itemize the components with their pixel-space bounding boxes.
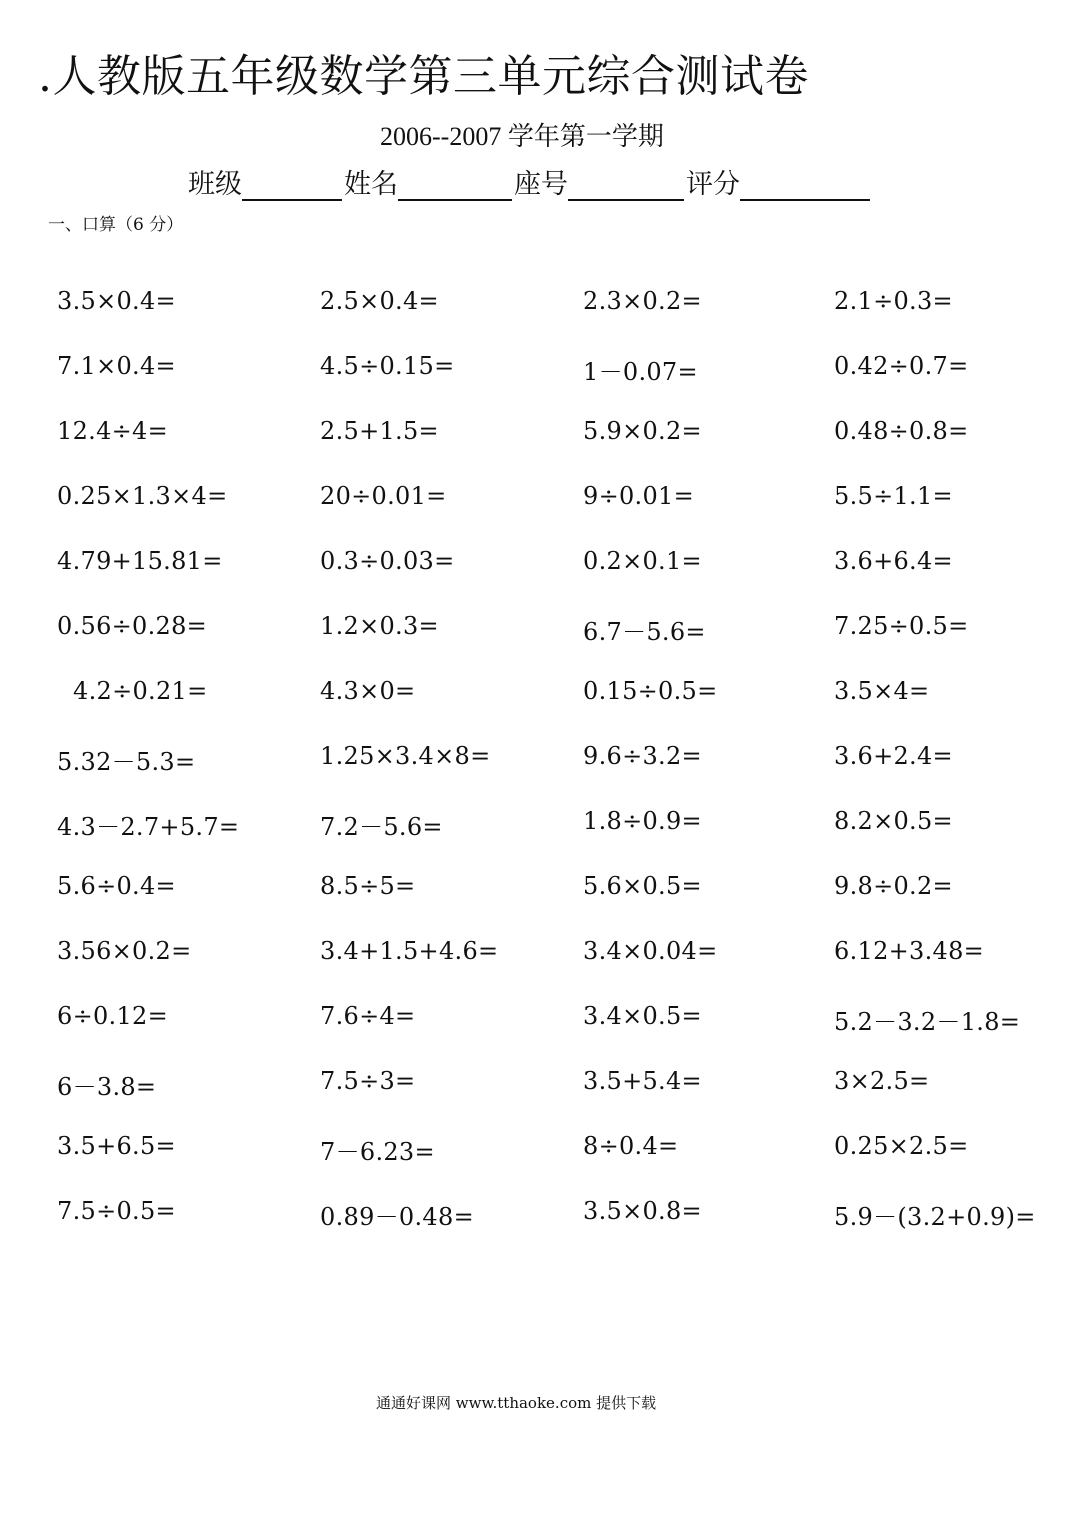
problem-item: 6－3.8= [57, 1073, 157, 1101]
problem-item: 6.7－5.6= [583, 618, 706, 646]
problem-item: 3.5×4= [834, 677, 930, 705]
problem-item: 4.2÷0.21= [73, 677, 208, 705]
name-blank [398, 169, 512, 201]
seat-label: 座号 [514, 169, 568, 200]
problem-item: 9.8÷0.2= [834, 872, 953, 900]
score-label: 评分 [686, 169, 740, 200]
problem-item: 2.3×0.2= [583, 287, 702, 315]
problem-item: 5.2－3.2－1.8= [834, 1008, 1021, 1036]
problem-item: 5.6×0.5= [583, 872, 702, 900]
problem-row [0, 872, 1075, 912]
problem-item: 0.42÷0.7= [834, 352, 969, 380]
problem-item: 7.1×0.4= [57, 352, 176, 380]
name-label: 姓名 [344, 169, 398, 200]
problem-item: 4.3－2.7+5.7= [57, 813, 240, 841]
problem-item: 1.8÷0.9= [583, 807, 702, 835]
problem-item: 2.5+1.5= [320, 417, 439, 445]
problem-item: 2.5×0.4= [320, 287, 439, 315]
problem-row [0, 1132, 1075, 1172]
problem-item: 3.4+1.5+4.6= [320, 937, 499, 965]
problem-item: 0.25×2.5= [834, 1132, 969, 1160]
problem-item: 7－6.23= [320, 1138, 435, 1166]
problem-item: 0.89－0.48= [320, 1203, 474, 1231]
page-subtitle: 2006--2007 学年第一学期 [380, 122, 664, 151]
problem-item: 3.56×0.2= [57, 937, 192, 965]
problem-item: 3.6+6.4= [834, 547, 953, 575]
class-blank [242, 169, 342, 201]
problem-item: 1.25×3.4×8= [320, 742, 491, 770]
section-heading: 一、口算（6 分） [48, 215, 184, 235]
problem-item: 7.2－5.6= [320, 813, 443, 841]
problem-row [0, 742, 1075, 782]
problem-item: 3.6+2.4= [834, 742, 953, 770]
problem-item: 7.25÷0.5= [834, 612, 969, 640]
problem-item: 8.2×0.5= [834, 807, 953, 835]
problem-item: 0.3÷0.03= [320, 547, 455, 575]
problem-row [0, 677, 1075, 717]
problem-item: 0.25×1.3×4= [57, 482, 228, 510]
problem-row [0, 352, 1075, 392]
problem-item: 9÷0.01= [583, 482, 695, 510]
problem-item: 5.9×0.2= [583, 417, 702, 445]
problem-item: 3.5×0.8= [583, 1197, 702, 1225]
page-title: .人教版五年级数学第三单元综合测试卷 [38, 51, 809, 102]
student-info-row [188, 162, 872, 201]
problem-item: 4.3×0= [320, 677, 416, 705]
problem-item: 5.32－5.3= [57, 748, 196, 776]
problem-item: 5.6÷0.4= [57, 872, 176, 900]
problem-row [0, 937, 1075, 977]
problem-item: 3.4×0.04= [583, 937, 718, 965]
problem-row [0, 1002, 1075, 1042]
problem-row [0, 417, 1075, 457]
problem-item: 4.79+15.81= [57, 547, 223, 575]
problem-row [0, 1197, 1075, 1237]
problem-item: 5.5÷1.1= [834, 482, 953, 510]
problem-item: 5.9－(3.2+0.9)= [834, 1203, 1036, 1231]
problem-item: 1.2×0.3= [320, 612, 439, 640]
problem-item: 7.6÷4= [320, 1002, 416, 1030]
problem-item: 0.2×0.1= [583, 547, 702, 575]
problem-item: 6.12+3.48= [834, 937, 985, 965]
seat-blank [568, 169, 684, 201]
problem-item: 4.5÷0.15= [320, 352, 455, 380]
problem-item: 0.56÷0.28= [57, 612, 208, 640]
problem-item: 2.1÷0.3= [834, 287, 953, 315]
problem-item: 3.5+6.5= [57, 1132, 176, 1160]
problem-item: 8÷0.4= [583, 1132, 679, 1160]
problem-item: 3×2.5= [834, 1067, 930, 1095]
problem-item: 6÷0.12= [57, 1002, 169, 1030]
problem-item: 8.5÷5= [320, 872, 416, 900]
problem-row [0, 807, 1075, 847]
problem-row [0, 547, 1075, 587]
problem-item: 1－0.07= [583, 358, 698, 386]
problem-item: 7.5÷3= [320, 1067, 416, 1095]
problem-row [0, 1067, 1075, 1107]
footer-credit: 通通好课网 www.tthaoke.com 提供下载 [376, 1394, 657, 1412]
problem-item: 0.48÷0.8= [834, 417, 969, 445]
problem-row [0, 612, 1075, 652]
problem-item: 20÷0.01= [320, 482, 447, 510]
problem-item: 3.5+5.4= [583, 1067, 702, 1095]
problem-item: 3.4×0.5= [583, 1002, 702, 1030]
problem-row [0, 482, 1075, 522]
class-label: 班级 [188, 169, 242, 200]
problem-item: 3.5×0.4= [57, 287, 176, 315]
problem-row [0, 287, 1075, 327]
problem-item: 9.6÷3.2= [583, 742, 702, 770]
score-blank [740, 169, 870, 201]
problem-item: 12.4÷4= [57, 417, 169, 445]
problem-item: 7.5÷0.5= [57, 1197, 176, 1225]
problem-item: 0.15÷0.5= [583, 677, 718, 705]
